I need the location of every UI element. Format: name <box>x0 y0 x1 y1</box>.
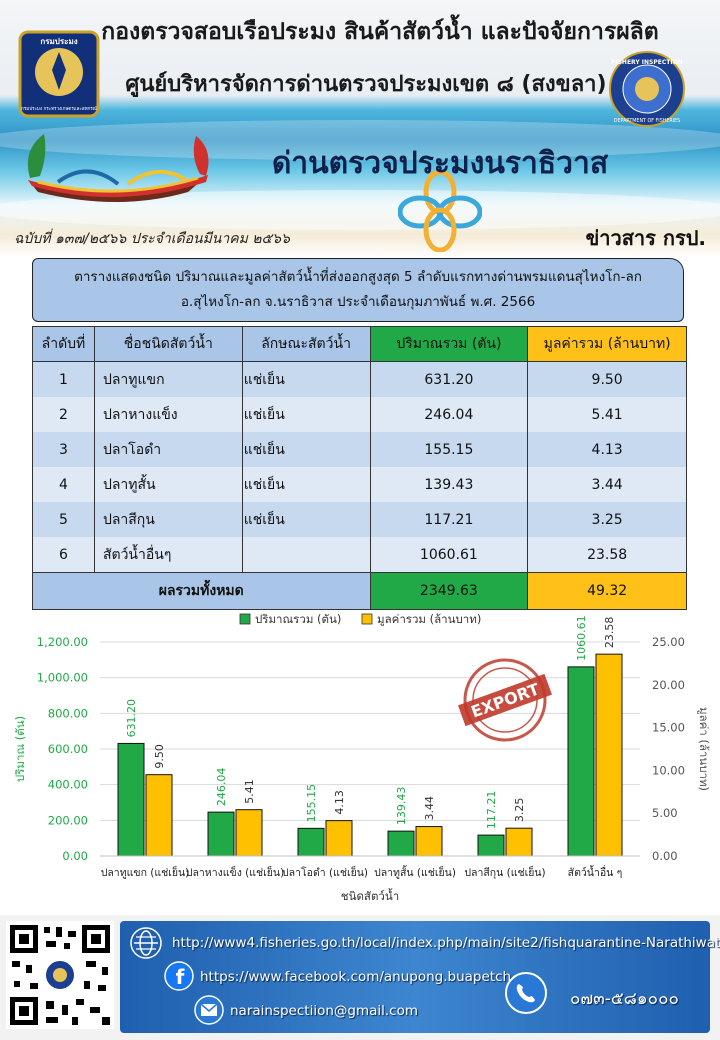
cell-rank: 5 <box>33 502 95 537</box>
bar-qty <box>118 743 144 856</box>
col-form-header: ลักษณะสัตว์น้ำ <box>242 327 370 362</box>
data-label-qty: 155.15 <box>305 783 318 823</box>
qr-code[interactable] <box>6 921 114 1029</box>
cell-form: แช่เย็น <box>242 397 370 432</box>
logo-left-label: กรมประมง <box>40 37 78 46</box>
cell-form: แช่เย็น <box>242 502 370 537</box>
bar-qty <box>388 831 414 856</box>
bar-value <box>506 828 532 856</box>
facebook-icon <box>164 961 194 991</box>
data-label-qty: 631.20 <box>125 698 138 738</box>
table-row <box>33 397 687 432</box>
y-tick-label: 1,000.00 <box>36 670 88 685</box>
x-axis-title: ชนิดสัตว์น้ำ <box>340 889 400 903</box>
table-caption <box>32 258 684 322</box>
caption-line-1: ตารางแสดงชนิด ปริมาณและมูลค่าสัตว์น้ำที่ส่งออกสูงสุด 5 ลำดับแรกทางด่านพรมแดนสุไหงโก-ลก <box>74 269 642 285</box>
cell-form <box>242 537 370 573</box>
cell-name: สัตว์น้ำอื่นๆ <box>94 537 242 573</box>
issue-number: ฉบับที่ ๑๓๗/๒๕๖๖ ประจำเดือนมีนาคม ๒๕๖๖ <box>14 231 290 247</box>
y2-tick-label: 5.00 <box>652 806 678 821</box>
data-label-value: 4.13 <box>333 790 346 815</box>
cell-form: แช่เย็น <box>242 432 370 467</box>
cell-value: 3.25 <box>528 502 687 537</box>
y-tick-label: 400.00 <box>47 777 88 792</box>
header-banner <box>0 0 720 258</box>
cell-name: ปลาโอดำ <box>94 432 242 467</box>
x-tick-label: ปลาสีกุน (แช่เย็น) <box>464 867 546 879</box>
y-tick-label: 800.00 <box>47 706 88 721</box>
bar-qty <box>298 828 324 856</box>
y2-tick-label: 20.00 <box>652 677 685 692</box>
cell-form: แช่เย็น <box>242 467 370 502</box>
cell-form: แช่เย็น <box>242 362 370 398</box>
table-row <box>33 432 687 467</box>
email-link[interactable]: narainspectiion@gmail.com <box>230 1003 419 1019</box>
phone-number[interactable]: ๐๗๓-๕๘๑๐๐๐ <box>570 989 679 1009</box>
facebook-link[interactable]: https://www.facebook.com/anupong.buapetch <box>200 969 512 985</box>
table-header-row <box>33 327 687 362</box>
newsletter-label: ข่าวสาร กรป. <box>585 226 706 250</box>
cell-rank: 2 <box>33 397 95 432</box>
export-stamp-text: EXPORT <box>468 679 542 722</box>
export-table <box>32 326 687 610</box>
y2-axis-title: มูลค่า (ล้านบาท) <box>697 706 711 792</box>
logo-left-sub: กรมประมง กระทรวงเกษตรและสหกรณ์ <box>21 107 97 112</box>
bar-value <box>416 827 442 856</box>
station-title: ด่านตรวจประมงนราธิวาส <box>271 146 609 181</box>
cell-rank: 3 <box>33 432 95 467</box>
x-tick-label: สัตว์น้ำอื่น ๆ <box>567 867 623 879</box>
cell-value: 3.44 <box>528 467 687 502</box>
y-tick-label: 200.00 <box>47 813 88 828</box>
website-link[interactable]: http://www4.fisheries.go.th/local/index.php/main/site2/fishquarantine-Narathiwat <box>172 935 720 951</box>
caption-line-2: อ.สุไหงโก-ลก จ.นราธิวาส ประจำเดือนกุมภาพันธ์ พ.ศ. 2566 <box>180 294 536 310</box>
y2-tick-label: 0.00 <box>652 849 678 863</box>
table-row <box>33 537 687 573</box>
logo-right-top-text: FISHERY INSPECTION <box>611 59 683 66</box>
center-title: ศูนย์บริหารจัดการด่านตรวจประมงเขต ๘ (สงขลา) <box>125 72 607 97</box>
cell-qty: 631.20 <box>370 362 528 398</box>
export-bar-chart <box>0 600 720 910</box>
bar-value <box>236 810 262 856</box>
y-tick-label: 0.00 <box>62 849 88 863</box>
legend-swatch-value <box>362 614 372 624</box>
col-value-header: มูลค่ารวม (ล้านบาท) <box>528 327 687 362</box>
table-row <box>33 502 687 537</box>
x-tick-label: ปลาโอดำ (แช่เย็น) <box>282 867 368 879</box>
col-name-header: ชื่อชนิดสัตว์น้ำ <box>94 327 242 362</box>
data-label-qty: 117.21 <box>485 790 498 830</box>
contact-band <box>120 921 720 1033</box>
y-tick-label: 1,200.00 <box>36 635 88 649</box>
y2-tick-label: 10.00 <box>652 763 685 778</box>
kolae-boat-illustration <box>18 120 218 210</box>
cell-rank: 1 <box>33 362 95 398</box>
data-label-value: 9.50 <box>153 744 166 769</box>
svg-text:f: f <box>175 965 185 989</box>
bar-qty <box>568 667 594 856</box>
table-row <box>33 362 687 398</box>
y-tick-label: 600.00 <box>47 742 88 756</box>
bar-value <box>596 654 622 856</box>
total-label: ผลรวมทั้งหมด <box>33 573 371 610</box>
cell-qty: 155.15 <box>370 432 528 467</box>
x-tick-label: ปลาหางแข็ง (แช่เย็น) <box>185 867 285 879</box>
bar-value <box>326 821 352 856</box>
agency-title: กองตรวจสอบเรือประมง สินค้าสัตว์น้ำ และปัจจัยการผลิต <box>101 19 659 45</box>
y2-tick-label: 15.00 <box>652 720 685 735</box>
cell-value: 5.41 <box>528 397 687 432</box>
data-label-qty: 1060.61 <box>575 615 588 661</box>
data-label-value: 5.41 <box>243 779 256 804</box>
cell-value: 4.13 <box>528 432 687 467</box>
legend-label-qty: ปริมาณรวม (ตัน) <box>255 612 342 626</box>
data-label-value: 3.25 <box>513 797 526 823</box>
contact-footer <box>0 915 720 1040</box>
y-axis-title: ปริมาณ (ตัน) <box>13 715 27 783</box>
col-qty-header: ปริมาณรวม (ตัน) <box>370 327 528 362</box>
cell-qty: 246.04 <box>370 397 528 432</box>
logo-right-bottom-text: DEPARTMENT OF FISHERIES <box>613 119 681 124</box>
email-icon <box>194 995 224 1025</box>
data-label-qty: 139.43 <box>395 786 408 826</box>
cell-rank: 6 <box>33 537 95 573</box>
cell-qty: 1060.61 <box>370 537 528 573</box>
x-tick-label: ปลาทูแขก (แช่เย็น) <box>100 867 190 879</box>
bar-qty <box>478 835 504 856</box>
cell-name: ปลาทูสั้น <box>94 467 242 502</box>
bar-qty <box>208 812 234 856</box>
table-row <box>33 467 687 502</box>
cell-value: 9.50 <box>528 362 687 398</box>
cell-qty: 117.21 <box>370 502 528 537</box>
cell-value: 23.58 <box>528 537 687 573</box>
total-value: 49.32 <box>528 573 687 610</box>
legend-swatch-qty <box>240 614 250 624</box>
cell-rank: 4 <box>33 467 95 502</box>
globe-icon <box>130 927 162 959</box>
phone-icon <box>504 971 548 1015</box>
cell-qty: 139.43 <box>370 467 528 502</box>
cell-name: ปลาหางแข็ง <box>94 397 242 432</box>
cell-name: ปลาสีกุน <box>94 502 242 537</box>
y2-tick-label: 25.00 <box>652 635 685 649</box>
data-label-qty: 246.04 <box>215 767 228 807</box>
total-qty: 2349.63 <box>370 573 528 610</box>
bar-value <box>146 775 172 856</box>
data-label-value: 23.58 <box>603 616 616 649</box>
legend-label-value: มูลค่ารวม (ล้านบาท) <box>377 612 482 626</box>
data-label-value: 3.44 <box>423 796 436 821</box>
cell-name: ปลาทูแขก <box>94 362 242 398</box>
col-rank-header: ลำดับที่ <box>33 327 95 362</box>
x-tick-label: ปลาทูสั้น (แช่เย็น) <box>374 867 456 879</box>
